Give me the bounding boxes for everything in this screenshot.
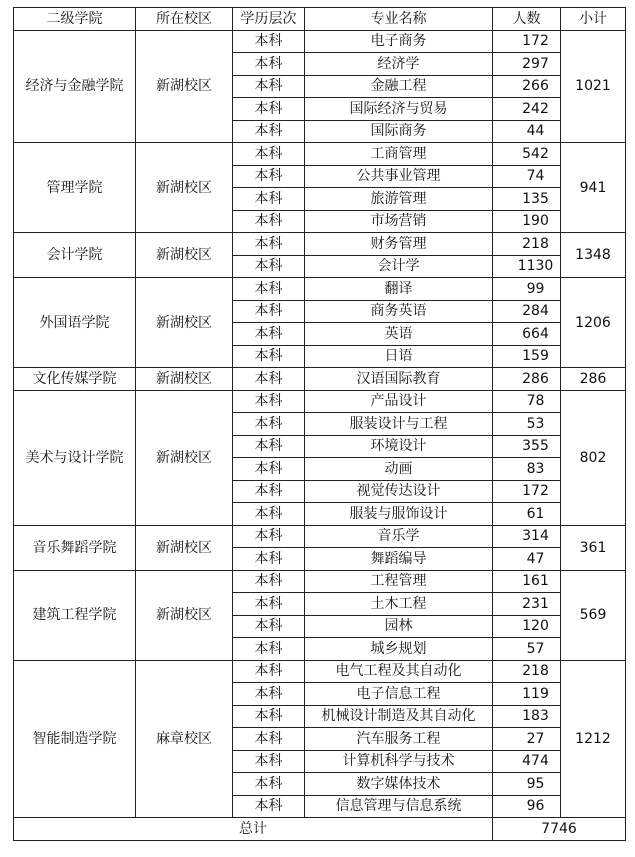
header-count: 人数 bbox=[493, 8, 561, 31]
major-name: 经济学 bbox=[305, 53, 493, 76]
major-name: 舞蹈编导 bbox=[305, 548, 493, 571]
table-row bbox=[14, 368, 626, 391]
student-count: 218 bbox=[493, 233, 561, 256]
degree-level: 本科 bbox=[233, 525, 305, 548]
college-name: 经济与金融学院 bbox=[14, 30, 136, 143]
college-subtotal: 1348 bbox=[561, 233, 626, 278]
student-count: 542 bbox=[493, 143, 561, 166]
student-count: 231 bbox=[493, 593, 561, 616]
major-name: 国际经济与贸易 bbox=[305, 98, 493, 121]
table-body bbox=[14, 30, 626, 818]
major-name: 英语 bbox=[305, 323, 493, 346]
major-name: 国际商务 bbox=[305, 120, 493, 143]
student-count: 218 bbox=[493, 660, 561, 683]
degree-level: 本科 bbox=[233, 728, 305, 751]
degree-level: 本科 bbox=[233, 188, 305, 211]
major-name: 公共事业管理 bbox=[305, 165, 493, 188]
college-subtotal: 1021 bbox=[561, 30, 626, 143]
student-count: 61 bbox=[493, 503, 561, 526]
student-count: 53 bbox=[493, 413, 561, 436]
degree-level: 本科 bbox=[233, 368, 305, 391]
major-name: 工商管理 bbox=[305, 143, 493, 166]
table-row bbox=[14, 660, 626, 683]
campus-name: 新湖校区 bbox=[136, 30, 233, 143]
enrollment-table bbox=[13, 7, 626, 841]
student-count: 27 bbox=[493, 728, 561, 751]
student-count: 96 bbox=[493, 795, 561, 818]
college-name: 会计学院 bbox=[14, 233, 136, 278]
degree-level: 本科 bbox=[233, 593, 305, 616]
college-name: 音乐舞蹈学院 bbox=[14, 525, 136, 570]
campus-name: 新湖校区 bbox=[136, 233, 233, 278]
student-count: 99 bbox=[493, 278, 561, 301]
degree-level: 本科 bbox=[233, 75, 305, 98]
degree-level: 本科 bbox=[233, 750, 305, 773]
student-count: 78 bbox=[493, 390, 561, 413]
table-row bbox=[14, 143, 626, 166]
header-row bbox=[14, 8, 626, 31]
college-subtotal: 941 bbox=[561, 143, 626, 233]
major-name: 电气工程及其自动化 bbox=[305, 660, 493, 683]
major-name: 城乡规划 bbox=[305, 638, 493, 661]
major-name: 会计学 bbox=[305, 255, 493, 278]
table-row bbox=[14, 570, 626, 593]
degree-level: 本科 bbox=[233, 480, 305, 503]
college-subtotal: 802 bbox=[561, 390, 626, 525]
student-count: 474 bbox=[493, 750, 561, 773]
student-count: 47 bbox=[493, 548, 561, 571]
major-name: 园林 bbox=[305, 615, 493, 638]
major-name: 土木工程 bbox=[305, 593, 493, 616]
student-count: 172 bbox=[493, 30, 561, 53]
student-count: 266 bbox=[493, 75, 561, 98]
degree-level: 本科 bbox=[233, 98, 305, 121]
table-row bbox=[14, 525, 626, 548]
student-count: 190 bbox=[493, 210, 561, 233]
major-name: 商务英语 bbox=[305, 300, 493, 323]
major-name: 机械设计制造及其自动化 bbox=[305, 705, 493, 728]
college-subtotal: 1206 bbox=[561, 278, 626, 368]
student-count: 161 bbox=[493, 570, 561, 593]
degree-level: 本科 bbox=[233, 345, 305, 368]
student-count: 314 bbox=[493, 525, 561, 548]
college-subtotal: 569 bbox=[561, 570, 626, 660]
degree-level: 本科 bbox=[233, 278, 305, 301]
degree-level: 本科 bbox=[233, 143, 305, 166]
student-count: 355 bbox=[493, 435, 561, 458]
major-name: 服装与服饰设计 bbox=[305, 503, 493, 526]
student-count: 83 bbox=[493, 458, 561, 481]
major-name: 市场营销 bbox=[305, 210, 493, 233]
student-count: 44 bbox=[493, 120, 561, 143]
major-name: 数字媒体技术 bbox=[305, 773, 493, 796]
major-name: 汉语国际教育 bbox=[305, 368, 493, 391]
degree-level: 本科 bbox=[233, 435, 305, 458]
major-name: 视觉传达设计 bbox=[305, 480, 493, 503]
college-subtotal: 361 bbox=[561, 525, 626, 570]
student-count: 286 bbox=[493, 368, 561, 391]
campus-name: 新湖校区 bbox=[136, 525, 233, 570]
table-row bbox=[14, 390, 626, 413]
campus-name: 麻章校区 bbox=[136, 660, 233, 818]
degree-level: 本科 bbox=[233, 165, 305, 188]
major-name: 服装设计与工程 bbox=[305, 413, 493, 436]
student-count: 74 bbox=[493, 165, 561, 188]
student-count: 297 bbox=[493, 53, 561, 76]
header-major: 专业名称 bbox=[305, 8, 493, 31]
degree-level: 本科 bbox=[233, 548, 305, 571]
campus-name: 新湖校区 bbox=[136, 390, 233, 525]
degree-level: 本科 bbox=[233, 458, 305, 481]
degree-level: 本科 bbox=[233, 795, 305, 818]
major-name: 金融工程 bbox=[305, 75, 493, 98]
major-name: 动画 bbox=[305, 458, 493, 481]
degree-level: 本科 bbox=[233, 503, 305, 526]
degree-level: 本科 bbox=[233, 53, 305, 76]
total-value: 7746 bbox=[493, 818, 626, 841]
degree-level: 本科 bbox=[233, 210, 305, 233]
degree-level: 本科 bbox=[233, 660, 305, 683]
campus-name: 新湖校区 bbox=[136, 368, 233, 391]
degree-level: 本科 bbox=[233, 30, 305, 53]
college-subtotal: 1212 bbox=[561, 660, 626, 818]
student-count: 284 bbox=[493, 300, 561, 323]
degree-level: 本科 bbox=[233, 120, 305, 143]
degree-level: 本科 bbox=[233, 638, 305, 661]
student-count: 183 bbox=[493, 705, 561, 728]
campus-name: 新湖校区 bbox=[136, 278, 233, 368]
major-name: 财务管理 bbox=[305, 233, 493, 256]
major-name: 翻译 bbox=[305, 278, 493, 301]
major-name: 计算机科学与技术 bbox=[305, 750, 493, 773]
degree-level: 本科 bbox=[233, 300, 305, 323]
major-name: 音乐学 bbox=[305, 525, 493, 548]
student-count: 119 bbox=[493, 683, 561, 706]
major-name: 环境设计 bbox=[305, 435, 493, 458]
college-name: 建筑工程学院 bbox=[14, 570, 136, 660]
header-college: 二级学院 bbox=[14, 8, 136, 31]
header-campus: 所在校区 bbox=[136, 8, 233, 31]
header-subtotal: 小计 bbox=[561, 8, 626, 31]
degree-level: 本科 bbox=[233, 323, 305, 346]
degree-level: 本科 bbox=[233, 233, 305, 256]
student-count: 172 bbox=[493, 480, 561, 503]
student-count: 57 bbox=[493, 638, 561, 661]
major-name: 电子商务 bbox=[305, 30, 493, 53]
campus-name: 新湖校区 bbox=[136, 143, 233, 233]
table-row bbox=[14, 30, 626, 53]
major-name: 电子信息工程 bbox=[305, 683, 493, 706]
table-row bbox=[14, 233, 626, 256]
college-name: 美术与设计学院 bbox=[14, 390, 136, 525]
campus-name: 新湖校区 bbox=[136, 570, 233, 660]
total-row bbox=[14, 818, 626, 841]
degree-level: 本科 bbox=[233, 390, 305, 413]
student-count: 1130 bbox=[493, 255, 561, 278]
table-row bbox=[14, 278, 626, 301]
major-name: 汽车服务工程 bbox=[305, 728, 493, 751]
degree-level: 本科 bbox=[233, 705, 305, 728]
student-count: 159 bbox=[493, 345, 561, 368]
major-name: 旅游管理 bbox=[305, 188, 493, 211]
degree-level: 本科 bbox=[233, 773, 305, 796]
student-count: 135 bbox=[493, 188, 561, 211]
student-count: 95 bbox=[493, 773, 561, 796]
degree-level: 本科 bbox=[233, 413, 305, 436]
degree-level: 本科 bbox=[233, 255, 305, 278]
degree-level: 本科 bbox=[233, 615, 305, 638]
major-name: 工程管理 bbox=[305, 570, 493, 593]
college-name: 管理学院 bbox=[14, 143, 136, 233]
major-name: 日语 bbox=[305, 345, 493, 368]
major-name: 信息管理与信息系统 bbox=[305, 795, 493, 818]
college-name: 外国语学院 bbox=[14, 278, 136, 368]
degree-level: 本科 bbox=[233, 683, 305, 706]
college-name: 智能制造学院 bbox=[14, 660, 136, 818]
degree-level: 本科 bbox=[233, 570, 305, 593]
college-subtotal: 286 bbox=[561, 368, 626, 391]
college-name: 文化传媒学院 bbox=[14, 368, 136, 391]
major-name: 产品设计 bbox=[305, 390, 493, 413]
total-label: 总计 bbox=[14, 818, 493, 841]
student-count: 120 bbox=[493, 615, 561, 638]
student-count: 242 bbox=[493, 98, 561, 121]
student-count: 664 bbox=[493, 323, 561, 346]
header-level: 学历层次 bbox=[233, 8, 305, 31]
